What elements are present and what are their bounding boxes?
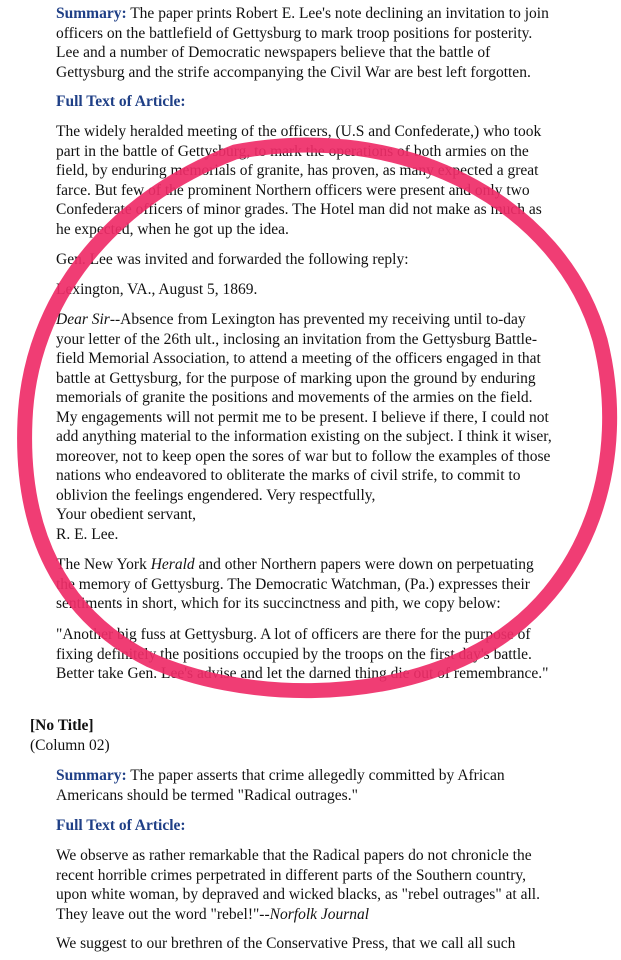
text-line: We observe as rather remarkable that the Radical papers do not chronicle the	[56, 847, 532, 864]
summary-line: The paper prints Robert E. Lee's note declining an invitation to join	[130, 5, 549, 22]
letter-signature: R. E. Lee.	[56, 525, 119, 543]
text-line: part in the battle of Gettysburg, to mark the operations of both armies on the	[56, 142, 529, 160]
letter-dateline: Lexington, VA., August 5, 1869.	[56, 281, 258, 298]
text-line: --Absence from Lexington has prevented my receiving until to-day	[109, 311, 526, 328]
full-text-heading: Full Text of Article:	[56, 93, 186, 110]
summary-line: The paper asserts that crime allegedly committed by African	[130, 767, 505, 784]
text-line: "Another big fuss at Gettysburg. A lot of officers are there for the purpose of	[56, 626, 531, 643]
text-line: Confederate officers of minor grades. The Hotel man did not make as much as	[56, 201, 542, 218]
summary-line: Americans should be termed "Radical outrages."	[56, 786, 358, 804]
article-paragraph: We suggest to our brethren of the Conservative Press, that we call all such	[56, 935, 516, 952]
text-fragment: They leave out the word "rebel!"--	[56, 905, 270, 923]
letter-salutation: Dear Sir	[56, 311, 110, 328]
text-line: add anything material to the information existing on the subject. I think it wiser,	[56, 428, 552, 445]
quote-paragraph	[56, 625, 616, 684]
text-line: memorials of granite the positions and movements of the armies on the field.	[56, 389, 533, 406]
text-line: moreover, not to keep open the sores of war but to follow the examples of those	[56, 447, 551, 465]
text-line: oblivion the feelings engendered. Very respectfully,	[56, 486, 376, 504]
full-text-heading: Full Text of Article:	[56, 817, 186, 834]
article-paragraph	[56, 122, 616, 239]
article-paragraph	[56, 555, 616, 614]
summary-paragraph	[56, 766, 616, 805]
summary-line: Gettysburg and the strife accompanying the Civil War are best left forgotten.	[56, 63, 531, 81]
text-fragment: and other Northern papers were down on perpetuating	[194, 556, 534, 573]
summary-label: Summary:	[56, 5, 127, 22]
letter-body	[56, 310, 616, 544]
summary-line: officers on the battlefield of Gettysburg to mark troop positions for posterity.	[56, 24, 533, 42]
text-line: field, by enduring memorials of granite, has proven, as many expected a great	[56, 162, 539, 179]
text-line: fixing definitely the positions occupied by the troops on the first day's battle.	[56, 645, 532, 663]
article-paragraph	[56, 846, 616, 924]
letter-closing: Your obedient servant,	[56, 506, 197, 523]
text-line: your letter of the 26th ult., inclosing an invitation from the Gettysburg Battle-	[56, 330, 537, 348]
text-line: nations who endeavored to obliterate the marks of civil strife, to commit to	[56, 467, 521, 484]
text-line: upon white woman, by depraved and wicked blacks, as "rebel outrages" at all.	[56, 886, 540, 903]
text-line: Better take Gen. Lee's advise and let the darned thing die out of remembrance."	[56, 665, 549, 682]
text-line: the memory of Gettysburg. The Democratic Watchman, (Pa.) expresses their	[56, 575, 530, 593]
article-title: [No Title]	[30, 717, 94, 734]
text-line: The widely heralded meeting of the officers, (U.S and Confederate,) who took	[56, 123, 542, 140]
source-name: Norfolk Journal	[269, 905, 370, 923]
summary-paragraph	[56, 4, 616, 82]
text-line: recent horrible crimes perpetrated in different parts of the Southern country,	[56, 866, 526, 884]
text-line: farce. But few of the prominent Northern officers were present and only two	[56, 181, 530, 199]
text-line: My engagements will not permit me to be present. I believe if there, I could not	[56, 408, 549, 426]
text-line: field Memorial Association, to attend a meeting of the officers engaged in that	[56, 350, 541, 367]
text-line: battle at Gettysburg, for the purpose of marking upon the ground by enduring	[56, 369, 536, 387]
column-label: (Column 02)	[30, 737, 110, 754]
text-line: he expected, when he got up the idea.	[56, 220, 289, 238]
text-fragment: The New York	[56, 556, 151, 573]
summary-line: Lee and a number of Democratic newspapers believe that the battle of	[56, 44, 491, 61]
text-line: sentiments in short, which for its succinctness and pith, we copy below:	[56, 595, 501, 612]
newspaper-name: Herald	[150, 556, 195, 573]
summary-label: Summary:	[56, 767, 127, 784]
article-paragraph: Gen. Lee was invited and forwarded the following reply:	[56, 251, 409, 268]
